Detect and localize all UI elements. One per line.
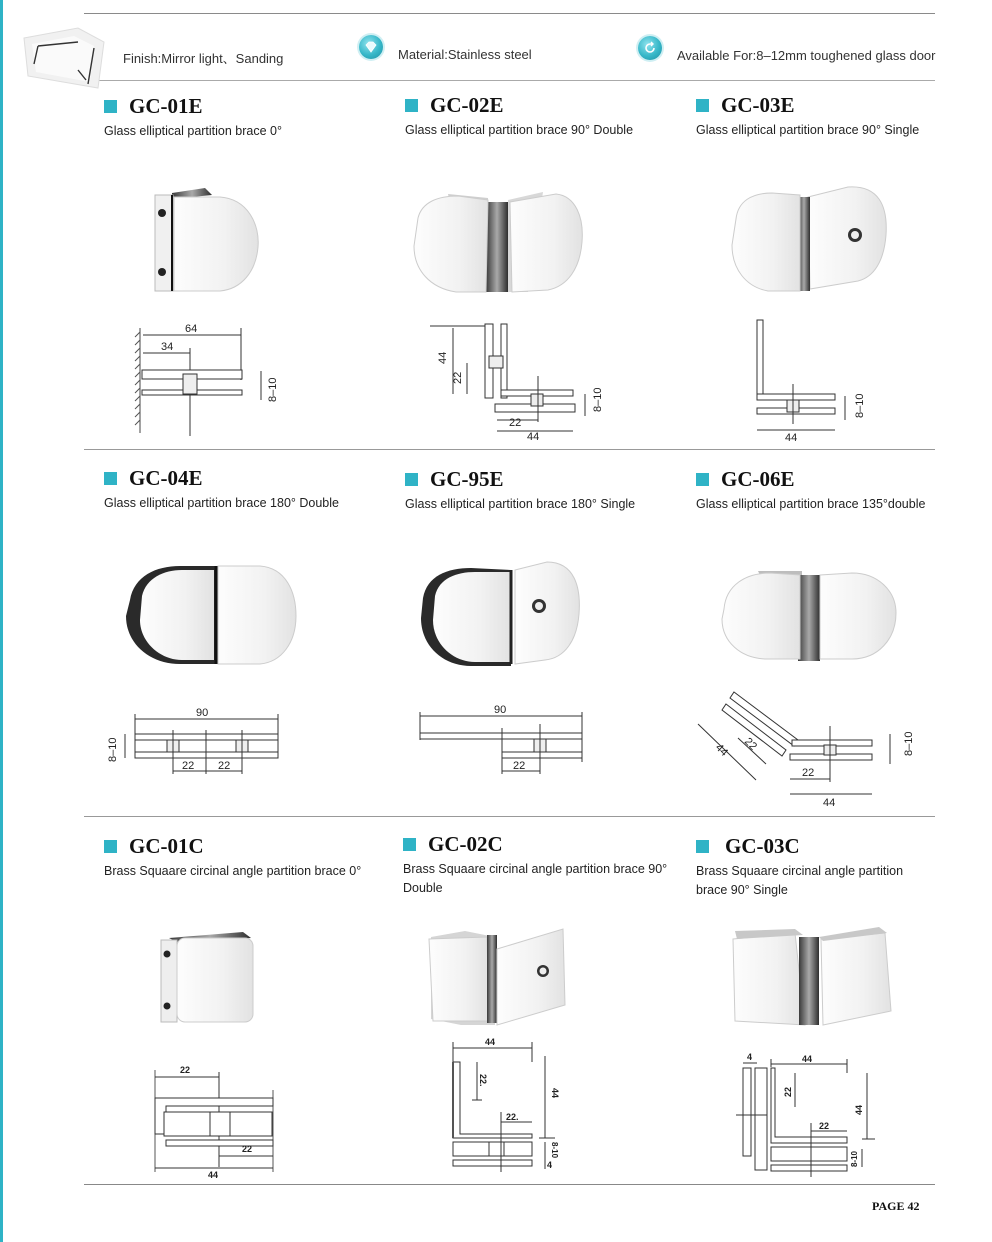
dim-label: 8-10 bbox=[550, 1142, 559, 1159]
available-text: Available For:8–12mm toughened glass door bbox=[677, 48, 936, 63]
technical-drawing-gc-01e bbox=[125, 318, 285, 438]
product-photo-gc-03c bbox=[725, 925, 895, 1030]
technical-drawing-gc-03c bbox=[735, 1053, 880, 1178]
product-description: Brass Squaare circinal angle partition brace 90° Single bbox=[696, 864, 904, 897]
technical-drawing-gc-02c bbox=[440, 1034, 565, 1174]
product-description: Glass elliptical partition brace 90° Single bbox=[696, 123, 920, 137]
refresh-icon bbox=[638, 36, 662, 60]
product-description: Glass elliptical partition brace 180° Double bbox=[104, 496, 339, 510]
dim-label: 44 bbox=[785, 432, 798, 444]
technical-drawing-gc-03e bbox=[745, 316, 875, 444]
product-photo-gc-03e bbox=[728, 185, 888, 295]
dim-label: 22 bbox=[783, 1086, 793, 1097]
page-number: PAGE 42 bbox=[872, 1199, 920, 1213]
product-description: Glass elliptical partition brace 180° Single bbox=[405, 497, 636, 511]
dim-label: 8–10 bbox=[107, 737, 119, 762]
product-code: GC-03C bbox=[725, 834, 800, 858]
product-code: GC-02E bbox=[430, 93, 504, 117]
dim-label: 64 bbox=[185, 323, 198, 335]
product-code: GC-95E bbox=[430, 467, 504, 491]
dim-label: 44 bbox=[208, 1170, 219, 1180]
product-code: GC-02C bbox=[428, 832, 503, 856]
product-code: GC-04E bbox=[129, 466, 203, 490]
dim-label: 90 bbox=[494, 704, 507, 716]
dim-label: 8-10 bbox=[850, 1150, 859, 1167]
dim-label: 34 bbox=[161, 341, 174, 353]
product-description: Brass Squaare circinal angle partition brace 0° bbox=[104, 864, 362, 878]
technical-drawing-gc-02e bbox=[425, 316, 615, 444]
product-code: GC-03E bbox=[721, 93, 795, 117]
dim-label: 22. bbox=[478, 1074, 488, 1087]
product-description: Brass Squaare circinal angle partition brace 90° Double bbox=[403, 862, 668, 895]
dim-label: 90 bbox=[196, 707, 209, 719]
bullet-square bbox=[104, 840, 117, 853]
technical-drawing-gc-01c bbox=[148, 1062, 283, 1180]
dim-label: 8–10 bbox=[592, 387, 604, 412]
row-divider-2 bbox=[84, 816, 935, 817]
bullet-square bbox=[104, 472, 117, 485]
technical-drawing-gc-06e bbox=[690, 682, 920, 810]
product-code: GC-01E bbox=[129, 94, 203, 118]
dim-label: 22 bbox=[452, 371, 464, 384]
dim-label: 22 bbox=[218, 760, 231, 772]
bullet-square bbox=[403, 838, 416, 851]
technical-drawing-gc-95e bbox=[412, 702, 592, 782]
product-photo-gc-02c bbox=[425, 925, 570, 1027]
product-code: GC-01C bbox=[129, 834, 204, 858]
dim-label: 22 bbox=[509, 417, 522, 429]
dim-label: 22 bbox=[242, 1144, 253, 1154]
dim-label: 44 bbox=[527, 431, 540, 443]
dim-label: 44 bbox=[437, 351, 449, 364]
dim-label: 22 bbox=[802, 767, 815, 779]
product-code: GC-06E bbox=[721, 467, 795, 491]
dim-label: 22 bbox=[819, 1121, 830, 1131]
product-photo-gc-06e bbox=[718, 565, 903, 665]
bullet-square bbox=[405, 99, 418, 112]
bullet-square bbox=[696, 840, 709, 853]
dim-label: 4 bbox=[547, 1160, 553, 1170]
finish-text: Finish:Mirror light、Sanding bbox=[123, 51, 284, 66]
bullet-square bbox=[696, 99, 709, 112]
dim-label: 22. bbox=[506, 1112, 519, 1122]
left-accent-bar bbox=[0, 0, 3, 1242]
bullet-square bbox=[696, 473, 709, 486]
material-text: Material:Stainless steel bbox=[398, 47, 532, 62]
product-description: Glass elliptical partition brace 135°double bbox=[696, 497, 926, 511]
dim-label: 44 bbox=[854, 1104, 864, 1115]
header-divider bbox=[84, 80, 935, 81]
dim-label: 44 bbox=[823, 797, 836, 809]
product-photo-gc-02e bbox=[408, 188, 588, 298]
bullet-square bbox=[104, 100, 117, 113]
product-photo-gc-01c bbox=[155, 928, 260, 1028]
footer-divider bbox=[84, 1184, 935, 1185]
dim-label: 44 bbox=[712, 741, 731, 759]
dim-label: 8–10 bbox=[854, 393, 866, 418]
brand-logo-icon bbox=[18, 20, 108, 90]
product-photo-gc-01e bbox=[150, 185, 265, 295]
dim-label: 22 bbox=[513, 760, 526, 772]
product-photo-gc-04e bbox=[120, 560, 300, 670]
dim-label: 22 bbox=[180, 1065, 191, 1075]
dim-label: 4 bbox=[747, 1053, 753, 1062]
dim-label: 8–10 bbox=[267, 377, 279, 402]
dim-label: 8–10 bbox=[903, 731, 915, 756]
row-divider-1 bbox=[84, 449, 935, 450]
product-description: Glass elliptical partition brace 90° Double bbox=[405, 123, 634, 137]
dim-label: 22 bbox=[182, 760, 195, 772]
dim-label: 44 bbox=[802, 1054, 813, 1064]
diamond-icon bbox=[359, 35, 383, 59]
top-divider bbox=[84, 13, 935, 14]
bullet-square bbox=[405, 473, 418, 486]
technical-drawing-gc-04e bbox=[100, 702, 290, 782]
product-photo-gc-95e bbox=[415, 558, 585, 670]
dim-label: 22 bbox=[741, 735, 760, 753]
product-description: Glass elliptical partition brace 0° bbox=[104, 124, 282, 138]
dim-label: 44 bbox=[550, 1088, 560, 1099]
dim-label: 44 bbox=[485, 1037, 496, 1047]
